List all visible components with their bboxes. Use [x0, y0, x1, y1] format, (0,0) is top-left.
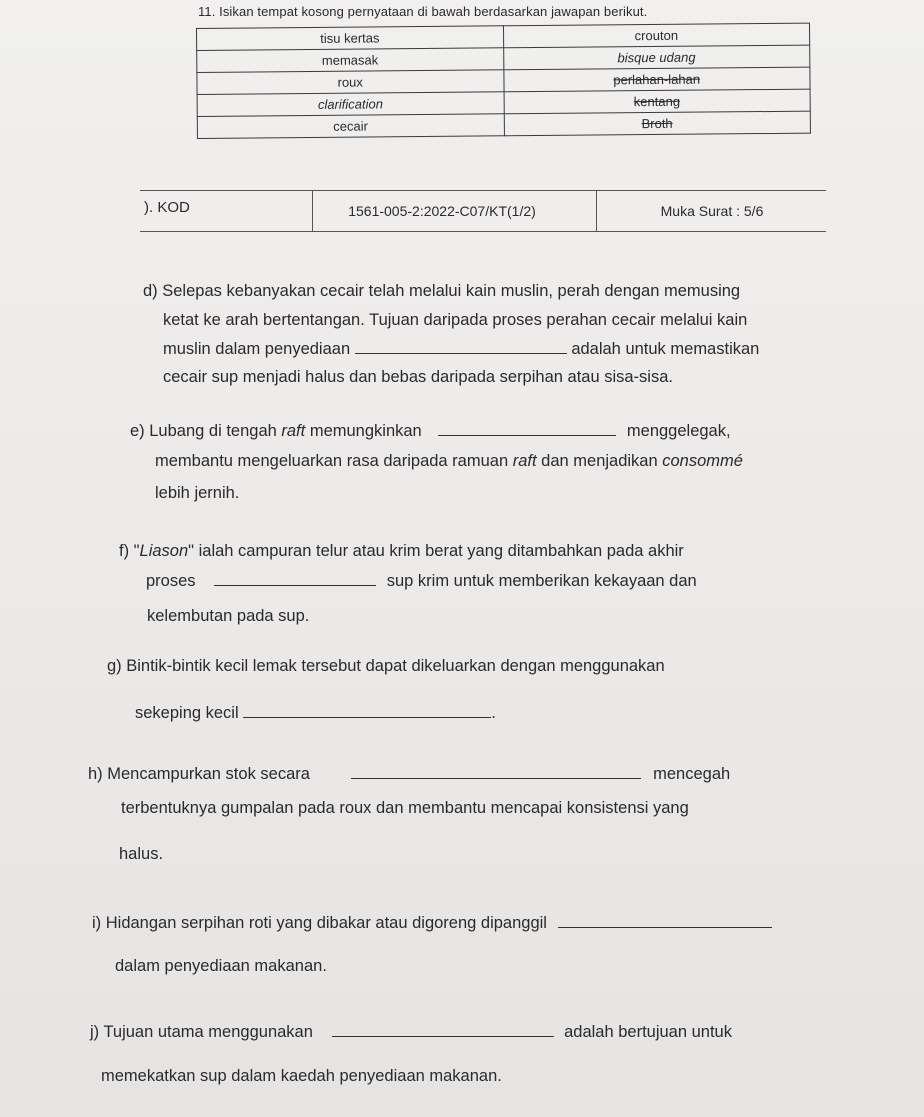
question-j-line2: memekatkan sup dalam kaedah penyediaan makanan.: [101, 1067, 502, 1085]
question-h-text: h) Mencampurkan stok secara: [88, 765, 310, 783]
table-cell: clarification: [197, 92, 504, 117]
table-cell: tisu kertas: [197, 26, 504, 51]
question-f-line2: [146, 573, 697, 590]
question-f-text: f) ": [119, 542, 140, 560]
table-cell: memasak: [197, 48, 504, 73]
question-e-line1: [130, 423, 731, 440]
question-f-line1: [119, 543, 684, 560]
table-cell-crossed-out: kentang: [504, 89, 811, 114]
answer-options-table: [196, 23, 811, 139]
table-cell-crossed-out: Broth: [504, 111, 811, 136]
table-cell: roux: [197, 70, 504, 95]
answer-blank-g[interactable]: [243, 717, 491, 718]
answer-blank-f[interactable]: [214, 585, 376, 586]
table-cell: cecair: [197, 114, 504, 139]
question-e-line2: [155, 453, 743, 470]
answer-blank-h[interactable]: [351, 778, 641, 779]
question-f-text: Liason: [139, 542, 189, 560]
exam-header-box: [140, 190, 826, 232]
table-row: [197, 111, 810, 138]
question-d-line1: d) Selepas kebanyakan cecair telah melalui kain muslin, perah dengan memusing: [143, 282, 741, 300]
question-e-text: memungkinkan: [309, 422, 422, 440]
question-e-line3: lebih jernih.: [155, 484, 240, 502]
table-cell: bisque udang: [503, 45, 810, 70]
question-e-text: membantu mengeluarkan rasa daripada ramuan: [155, 452, 509, 470]
answer-blank-i[interactable]: [558, 927, 772, 928]
kod-label: ). KOD: [144, 199, 190, 216]
question-h-line2: terbentuknya gumpalan pada roux dan membantu mencapai konsistensi yang: [121, 799, 689, 817]
question-h-line1: [88, 766, 730, 783]
question-e-text: menggelegak,: [626, 422, 731, 440]
question-d-text: adalah untuk memastikan: [571, 340, 760, 358]
page-number: Muka Surat : 5/6: [596, 191, 827, 231]
question-j-line1: [90, 1024, 732, 1041]
question-e-text: dan menjadikan: [541, 452, 658, 470]
question-g-text: .: [491, 704, 496, 722]
question-d-line4: cecair sup menjadi halus dan bebas daripada serpihan atau sisa-sisa.: [163, 368, 673, 386]
question-h-line3: halus.: [119, 845, 164, 863]
question-i-line1: [92, 915, 772, 932]
question-e-text: raft: [281, 422, 306, 440]
question-i-text: i) Hidangan serpihan roti yang dibakar atau digoreng dipanggil: [92, 914, 547, 932]
question-j-text: j) Tujuan utama menggunakan: [90, 1023, 313, 1041]
table-cell: crouton: [503, 23, 810, 48]
question-f-text: " ialah campuran telur atau krim berat yang ditambahkan pada akhir: [188, 542, 684, 560]
question-i-line2: dalam penyediaan makanan.: [115, 957, 327, 975]
question-h-text: mencegah: [653, 765, 731, 783]
exam-code: 1561-005-2:2022-C07/KT(1/2): [312, 191, 571, 231]
answer-blank-d[interactable]: [355, 353, 567, 354]
question-d-text: muslin dalam penyediaan: [163, 340, 351, 358]
question-g-text: sekeping kecil: [135, 704, 239, 722]
question-e-text: raft: [512, 452, 537, 470]
table-cell-crossed-out: perlahan-lahan: [503, 67, 810, 92]
question-g-line2: [135, 705, 496, 722]
question-d-line2: ketat ke arah bertentangan. Tujuan daripada proses perahan cecair melalui kain: [163, 311, 748, 329]
question-f-line3: kelembutan pada sup.: [147, 607, 310, 625]
question-e-text: e) Lubang di tengah: [130, 422, 277, 440]
question-e-text: consommé: [662, 452, 743, 470]
question-d-line3: [163, 341, 759, 358]
question-g-line1: g) Bintik-bintik kecil lemak tersebut dapat dikeluarkan dengan menggunakan: [107, 657, 665, 675]
question-11-title: 11. Isikan tempat kosong pernyataan di bawah berdasarkan jawapan berikut.: [198, 4, 648, 19]
question-f-text: sup krim untuk memberikan kekayaan dan: [386, 572, 697, 590]
answer-blank-e[interactable]: [438, 435, 616, 436]
answer-blank-j[interactable]: [332, 1036, 554, 1037]
question-f-text: proses: [146, 572, 196, 590]
question-j-text: adalah bertujuan untuk: [564, 1023, 732, 1041]
